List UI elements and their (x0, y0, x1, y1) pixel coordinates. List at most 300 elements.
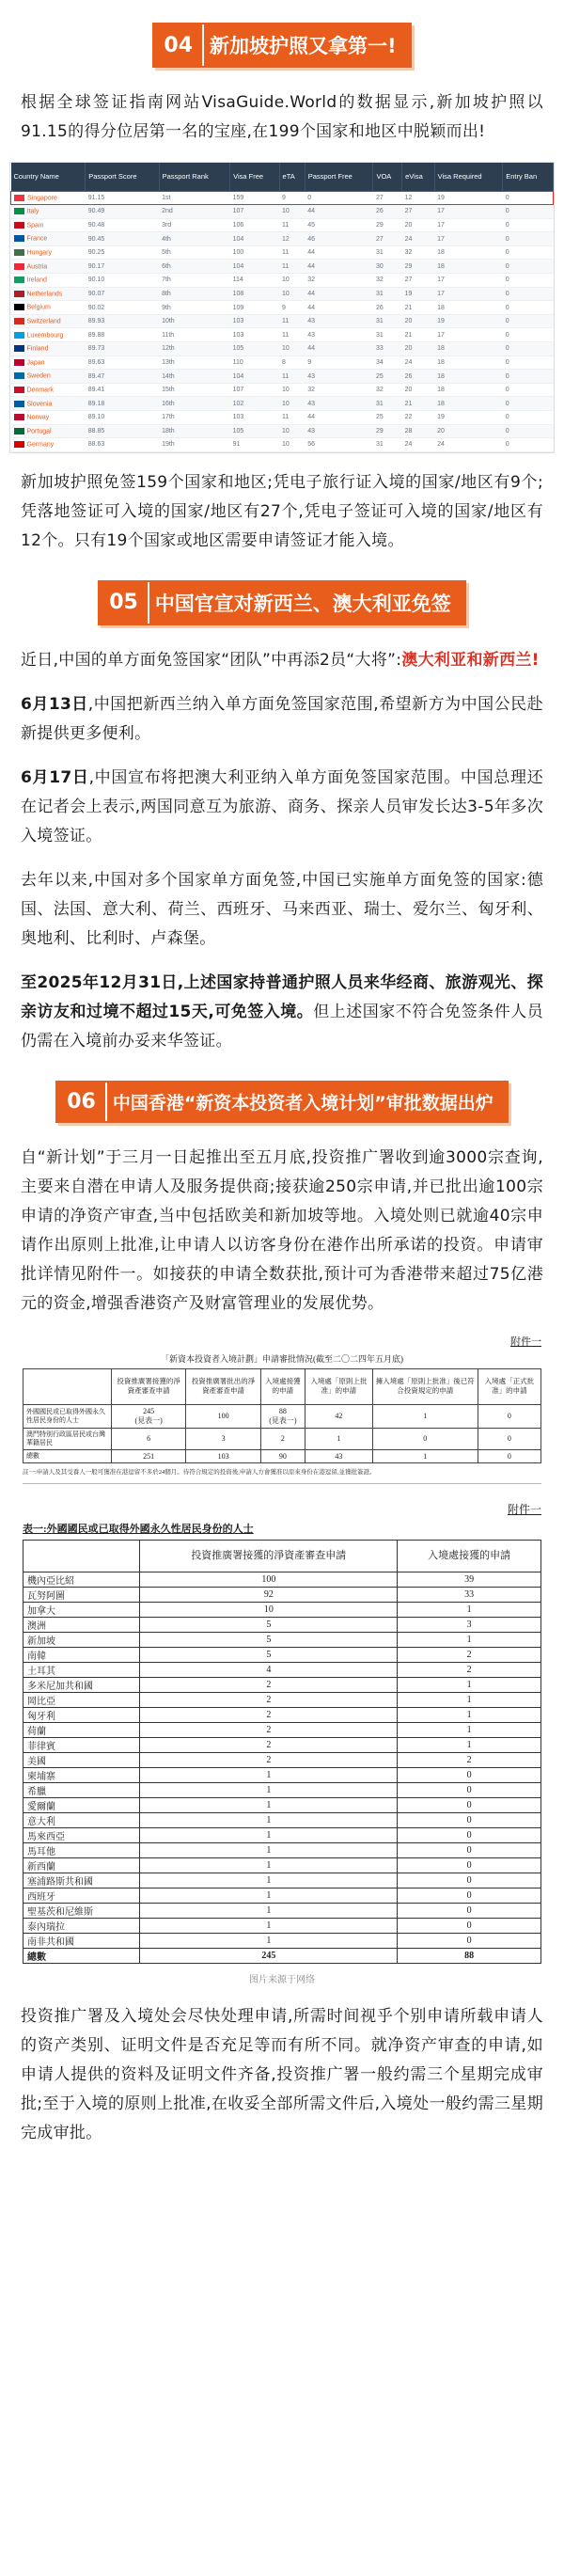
table-cell: 18 (434, 397, 503, 411)
table-cell: 2 (398, 1647, 541, 1662)
table-cell: 56 (305, 438, 373, 452)
country-name: Hungary (26, 249, 52, 257)
flag-icon (14, 249, 24, 256)
section-05-header (0, 580, 564, 625)
table-cell: 90.48 (86, 218, 159, 232)
table-cell: 0 (398, 1812, 541, 1827)
table-cell: 2 (140, 1677, 398, 1692)
table-cell: 12 (279, 232, 305, 246)
country-cell: 匈牙利 (24, 1707, 140, 1722)
country-cell: 柬埔寨 (24, 1767, 140, 1782)
country-cell: 新加坡 (24, 1632, 140, 1647)
table-cell: 42 (306, 1404, 373, 1428)
table-cell: 31 (373, 314, 402, 328)
country-cell (11, 314, 86, 328)
table-cell: 3 (186, 1428, 260, 1449)
s4-paragraph-1: 根据全球签证指南网站VisaGuide.World的数据显示,新加坡护照以91.15的得分位居第一名的宝座,在199个国家和地区中脱颖而出! (21, 93, 543, 141)
column-header: VOA (373, 163, 402, 191)
country-cell (11, 245, 86, 260)
country-name: Belgium (26, 304, 51, 311)
country-name: Norway (26, 414, 50, 421)
country-cell: 馬耳他 (24, 1842, 140, 1857)
country-cell (11, 260, 86, 274)
table-row (24, 1797, 541, 1812)
table-cell: 10 (279, 397, 305, 411)
column-header (24, 1540, 140, 1572)
table-cell: 90.07 (86, 287, 159, 301)
country-name: Luxembourg (26, 331, 64, 339)
table-cell: 43 (305, 397, 373, 411)
country-cell (11, 287, 86, 301)
table-cell: 1 (398, 1632, 541, 1647)
s5-paragraph-1 (0, 646, 564, 675)
table-cell: 2 (140, 1752, 398, 1767)
country-cell (11, 191, 86, 205)
table-cell: 10 (279, 342, 305, 356)
table-row (24, 1918, 541, 1933)
flag-icon (14, 332, 24, 339)
table-cell: 0 (503, 218, 554, 232)
table-cell: 31 (373, 287, 402, 301)
row-label: 總數 (24, 1449, 112, 1462)
table-cell: 44 (305, 245, 373, 260)
table-row (24, 1782, 541, 1797)
table-cell: 245 (見表一) (111, 1404, 185, 1428)
table-row (11, 424, 554, 438)
table-cell: 90 (260, 1449, 305, 1462)
country-name: Finland (26, 345, 49, 353)
table-cell: 1 (398, 1677, 541, 1692)
section-number: 06 (57, 1083, 105, 1121)
table-cell: 0 (503, 232, 554, 246)
annex-label: 附件一 (507, 1502, 541, 1516)
column-header: 入境處接獲的申請 (260, 1368, 305, 1404)
date-june-17: 6月17日 (21, 767, 89, 787)
table-row (24, 1602, 541, 1617)
country-cell (11, 383, 86, 397)
country-cell: 美國 (24, 1752, 140, 1767)
table-cell: 1 (140, 1782, 398, 1797)
table-cell: 24 (402, 232, 434, 246)
table-cell: 0 (503, 383, 554, 397)
table-cell: 11 (279, 245, 305, 260)
table-row (11, 301, 554, 315)
table-row (24, 1873, 541, 1888)
country-cell: 加拿大 (24, 1602, 140, 1617)
table-cell: 24 (402, 356, 434, 370)
table-cell: 1 (140, 1857, 398, 1873)
table-cell: 100 (230, 245, 279, 260)
table-cell: 0 (503, 411, 554, 425)
table-cell: 89.73 (86, 342, 159, 356)
s4-paragraph-2: 新加坡护照免签159个国家和地区;凭电子旅行证入境的国家/地区有9个;凭落地签证可入境的国家/地区有27个,凭电子签证可入境的国家/地区有12个。只有19个国家或地区需要申请签证才能入境。 (21, 472, 543, 550)
country-cell: 新西蘭 (24, 1857, 140, 1873)
table-cell: 105 (230, 342, 279, 356)
table-cell: 1 (372, 1404, 478, 1428)
table-cell: 1 (398, 1707, 541, 1722)
table-cell: 44 (305, 287, 373, 301)
table-cell: 29 (373, 218, 402, 232)
column-header: 擁入境處「原則上批准」後已符合投資規定的申請 (372, 1368, 478, 1404)
country-name: Japan (26, 359, 45, 367)
country-name: Netherlands (26, 291, 63, 298)
country-name: Portugal (26, 428, 52, 435)
table-cell: 27 (402, 205, 434, 219)
table-cell: 0 (398, 1933, 541, 1948)
table-cell: 18 (434, 356, 503, 370)
table-cell: 20 (402, 342, 434, 356)
table-cell: 28 (402, 424, 434, 438)
table-cell: 12th (159, 342, 230, 356)
table-cell: 18 (434, 342, 503, 356)
table-cell: 17 (434, 287, 503, 301)
s5-paragraph-4: 去年以来,中国对多个国家单方面免签,中国已实施单方面免签的国家:德国、法国、意大利、荷兰、西班牙、马来西亚、瑞士、爱尔兰、匈牙利、奥地利、比利时、卢森堡。 (21, 870, 543, 948)
table-cell: 18th (159, 424, 230, 438)
table-cell: 88.63 (86, 438, 159, 452)
table-cell: 0 (478, 1428, 540, 1449)
flag-icon (14, 428, 24, 435)
table-cell: 11 (279, 314, 305, 328)
table-cell: 5 (140, 1647, 398, 1662)
country-cell: 意大利 (24, 1812, 140, 1827)
country-cell (11, 370, 86, 384)
column-header: Visa Free (230, 163, 279, 191)
table-cell: 43 (305, 328, 373, 342)
column-header: 入境處「原則上批准」的申請 (306, 1368, 373, 1404)
application-status-table (23, 1368, 541, 1463)
table-cell: 32 (373, 383, 402, 397)
table-cell: 7th (159, 274, 230, 288)
country-cell: 荷蘭 (24, 1722, 140, 1737)
column-header (24, 1368, 112, 1404)
table-cell: 0 (503, 301, 554, 315)
country-cell: 聖基茨和尼維斯 (24, 1903, 140, 1918)
table-row (11, 383, 554, 397)
table-cell: 108 (230, 287, 279, 301)
country-cell (11, 411, 86, 425)
flag-icon (14, 195, 24, 201)
table-cell: 2 (140, 1692, 398, 1707)
table-row (11, 328, 554, 342)
country-cell: 塞浦路斯共和國 (24, 1873, 140, 1888)
table-row (24, 1737, 541, 1752)
total-cell: 245 (140, 1948, 398, 1963)
country-cell (11, 356, 86, 370)
section-title: 中国香港“新资本投资者入境计划”审批数据出炉 (105, 1083, 507, 1121)
column-header: eVisa (402, 163, 434, 191)
table-cell: 1 (140, 1767, 398, 1782)
table-row (24, 1767, 541, 1782)
table-cell: 0 (398, 1797, 541, 1812)
table-cell: 11 (279, 411, 305, 425)
table-cell: 10 (279, 287, 305, 301)
flag-icon (14, 318, 24, 324)
table-cell: 9th (159, 301, 230, 315)
table-cell: 107 (230, 383, 279, 397)
table-cell: 33 (373, 342, 402, 356)
table-cell: 6 (111, 1428, 185, 1449)
table-cell: 39 (398, 1572, 541, 1587)
flag-icon (14, 359, 24, 366)
flag-icon (14, 441, 24, 448)
table-row (24, 1933, 541, 1948)
table-cell: 21 (402, 328, 434, 342)
table-row (11, 342, 554, 356)
table-cell: 46 (305, 232, 373, 246)
table-cell: 21 (402, 301, 434, 315)
table-cell: 20 (402, 383, 434, 397)
table-cell: 0 (503, 274, 554, 288)
table-cell: 11 (279, 218, 305, 232)
table-row (24, 1707, 541, 1722)
section-04-header (0, 23, 564, 68)
table-cell: 251 (111, 1449, 185, 1462)
table-cell: 88.85 (86, 424, 159, 438)
s5-paragraph-3 (0, 764, 564, 851)
table-cell: 1 (306, 1428, 373, 1449)
table-cell: 10 (279, 274, 305, 288)
annex-table-title: 「新資本投資者入境計劃」申請審批情況(截至二〇二四年五月底) (161, 1353, 403, 1364)
country-cell: 菲律賓 (24, 1737, 140, 1752)
table-cell: 103 (186, 1449, 260, 1462)
table-cell: 1 (398, 1722, 541, 1737)
country-cell (11, 232, 86, 246)
s6-paragraph-2: 投资推广署及入境处会尽快处理申请,所需时间视乎个别申请所载申请人的资产类别、证明文件是否充足等而有所不同。就净资产审查的申请,如申请人提供的资料及证明文件齐备,投资推广署一般约需三个星期完成审批;至于入境的原则上批准,在收妥全部所需文件后,入境处一般约需三星期完成审批。 (21, 2006, 543, 2142)
table-cell: 0 (398, 1767, 541, 1782)
country-cell (11, 218, 86, 232)
image-source-caption: 图片来源于网络 (249, 1974, 315, 1985)
table-cell: 2 (140, 1722, 398, 1737)
column-header: Entry Ban (503, 163, 554, 191)
passport-ranking-table (10, 163, 554, 452)
column-header: eTA (279, 163, 305, 191)
table-cell: 90.45 (86, 232, 159, 246)
table-cell: 2 (260, 1428, 305, 1449)
table-row (11, 191, 554, 205)
country-cell (11, 274, 86, 288)
table-cell: 1 (140, 1812, 398, 1827)
s5-paragraph-2 (0, 690, 564, 749)
country-cell: 西班牙 (24, 1888, 140, 1903)
table-cell: 0 (503, 205, 554, 219)
country-cell: 瓦努阿圖 (24, 1587, 140, 1602)
table-cell: 17 (434, 218, 503, 232)
table-cell: 0 (503, 424, 554, 438)
flag-icon (14, 387, 24, 393)
s5-p3-text: ,中国宣布将把澳大利亚纳入单方面免签国家范围。中国总理还在记者会上表示,两国同意互为旅游、商务、探亲人员审发长达3-5年多次入境签证。 (21, 767, 543, 845)
country-name: Singapore (27, 194, 57, 201)
table-cell: 13th (159, 356, 230, 370)
table-cell: 5th (159, 245, 230, 260)
section-number: 05 (100, 582, 148, 624)
table-cell: 91 (230, 438, 279, 452)
flag-icon (14, 235, 24, 242)
table-cell: 10 (279, 438, 305, 452)
table-cell: 159 (230, 191, 279, 205)
table-cell: 17 (434, 274, 503, 288)
table-cell: 32 (305, 383, 373, 397)
table-cell: 2 (398, 1662, 541, 1677)
table-cell: 1 (398, 1737, 541, 1752)
table-cell: 6th (159, 260, 230, 274)
table-cell: 3 (398, 1617, 541, 1632)
table-cell: 2 (140, 1737, 398, 1752)
table-cell: 25 (373, 370, 402, 384)
column-header: 入境處接獲的申請 (398, 1540, 541, 1572)
table-cell: 20 (434, 424, 503, 438)
table-cell: 18 (434, 260, 503, 274)
flag-icon (14, 304, 24, 310)
table-row (11, 411, 554, 425)
table-cell: 24 (434, 438, 503, 452)
table-cell: 89.93 (86, 314, 159, 328)
flag-icon (14, 222, 24, 229)
table-cell: 43 (306, 1449, 373, 1462)
table-cell: 89.47 (86, 370, 159, 384)
table-cell: 17th (159, 411, 230, 425)
table-cell: 0 (503, 397, 554, 411)
country-cell (11, 438, 86, 452)
table-row (24, 1428, 541, 1449)
country-cell (11, 342, 86, 356)
annex-label: 附件一 (510, 1335, 541, 1348)
table-cell: 3rd (159, 218, 230, 232)
table-cell: 34 (373, 356, 402, 370)
flag-icon (14, 291, 24, 297)
table-cell: 0 (398, 1827, 541, 1842)
country-cell: 泰內瑞拉 (24, 1918, 140, 1933)
table-row (24, 1662, 541, 1677)
table-row (24, 1842, 541, 1857)
table-cell: 44 (305, 260, 373, 274)
country-cell (11, 424, 86, 438)
table-cell: 103 (230, 328, 279, 342)
table-cell: 10 (279, 205, 305, 219)
passport-table-header (11, 163, 554, 191)
column-header: Passport Free (305, 163, 373, 191)
table-cell: 89.10 (86, 411, 159, 425)
table-cell: 109 (230, 301, 279, 315)
table-row (24, 1888, 541, 1903)
table-cell: 19 (434, 411, 503, 425)
annex-note: 註一:申請人及其受養人一般可獲准在港逗留不多於24個月。待符合規定的投資後,申請人方會獲准以原來身份在港逗留,並獲批簽證。 (23, 1468, 376, 1476)
flag-icon (14, 345, 24, 352)
table-cell: 32 (305, 274, 373, 288)
table-cell: 18 (434, 383, 503, 397)
table-cell: 0 (372, 1428, 478, 1449)
table-cell: 10th (159, 314, 230, 328)
table-cell: 15th (159, 383, 230, 397)
table-cell: 0 (398, 1873, 541, 1888)
row-label: 澳門特別行政區居民或台灣華籍居民 (24, 1428, 112, 1449)
table-cell: 25 (373, 411, 402, 425)
table-cell: 100 (140, 1572, 398, 1587)
table-row (24, 1632, 541, 1647)
table-cell: 103 (230, 411, 279, 425)
table-cell: 89.88 (86, 328, 159, 342)
table-cell: 0 (503, 245, 554, 260)
total-row (24, 1948, 541, 1963)
table-row (24, 1812, 541, 1827)
table-cell: 1 (140, 1888, 398, 1903)
country-cell: 土耳其 (24, 1662, 140, 1677)
table-cell: 12 (402, 191, 434, 205)
s5-p2-text: ,中国把新西兰纳入单方面免签国家范围,希望新方为中国公民赴新提供更多便利。 (21, 694, 543, 743)
annex-scan-summary (23, 1334, 541, 1484)
column-header: Country Name (11, 163, 86, 191)
table-cell: 26 (402, 370, 434, 384)
table-cell: 0 (503, 342, 554, 356)
country-name: Spain (26, 222, 44, 229)
table-cell: 44 (305, 205, 373, 219)
table-cell: 89.41 (86, 383, 159, 397)
applicants-by-country-table (23, 1540, 541, 1964)
total-cell: 88 (398, 1948, 541, 1963)
table-row (11, 232, 554, 246)
table-cell: 1 (372, 1449, 478, 1462)
table-row (24, 1857, 541, 1873)
table-cell: 105 (230, 424, 279, 438)
table-cell: 8 (279, 356, 305, 370)
table-cell: 90.10 (86, 274, 159, 288)
section-05-banner (98, 580, 466, 625)
table-cell: 14th (159, 370, 230, 384)
table-cell: 18 (434, 301, 503, 315)
flag-icon (14, 401, 24, 407)
country-cell: 多米尼加共和國 (24, 1677, 140, 1692)
table-cell: 45 (305, 218, 373, 232)
table-row (11, 274, 554, 288)
table-cell: 5 (140, 1617, 398, 1632)
table-cell: 27 (402, 274, 434, 288)
table-cell: 43 (305, 314, 373, 328)
country-cell (11, 205, 86, 219)
table-cell: 24 (402, 438, 434, 452)
s5-p5-text: 但上述国家不符合免签条件人员仍需在入境前办妥来华签证。 (21, 1002, 543, 1051)
country-cell (11, 301, 86, 315)
annex-scan-countries (23, 1501, 541, 1964)
table-cell: 0 (478, 1404, 540, 1428)
country-cell (11, 328, 86, 342)
table-cell: 0 (398, 1903, 541, 1918)
table-cell: 43 (305, 370, 373, 384)
table-cell: 27 (373, 232, 402, 246)
table-cell: 9 (305, 356, 373, 370)
table-cell: 18 (434, 370, 503, 384)
table-cell: 1st (159, 191, 230, 205)
table-cell: 91.15 (86, 191, 159, 205)
table-row (24, 1572, 541, 1587)
column-header: Passport Rank (159, 163, 230, 191)
date-june-13: 6月13日 (21, 694, 88, 714)
section-04-banner (152, 23, 411, 68)
flag-icon (14, 277, 24, 283)
table-row (11, 205, 554, 219)
table-cell: 89.18 (86, 397, 159, 411)
table-cell: 19 (434, 314, 503, 328)
country-cell: 岡比亞 (24, 1692, 140, 1707)
table-cell: 5 (140, 1632, 398, 1647)
country-cell: 南韓 (24, 1647, 140, 1662)
table-cell: 17 (434, 205, 503, 219)
table-cell: 1 (140, 1873, 398, 1888)
country-name: Italy (26, 208, 39, 215)
table-cell: 0 (503, 370, 554, 384)
table-row (11, 438, 554, 452)
table-cell: 0 (503, 314, 554, 328)
section-title: 中国官宣对新西兰、澳大利亚免签 (148, 582, 464, 624)
country-name: Austria (26, 262, 48, 270)
